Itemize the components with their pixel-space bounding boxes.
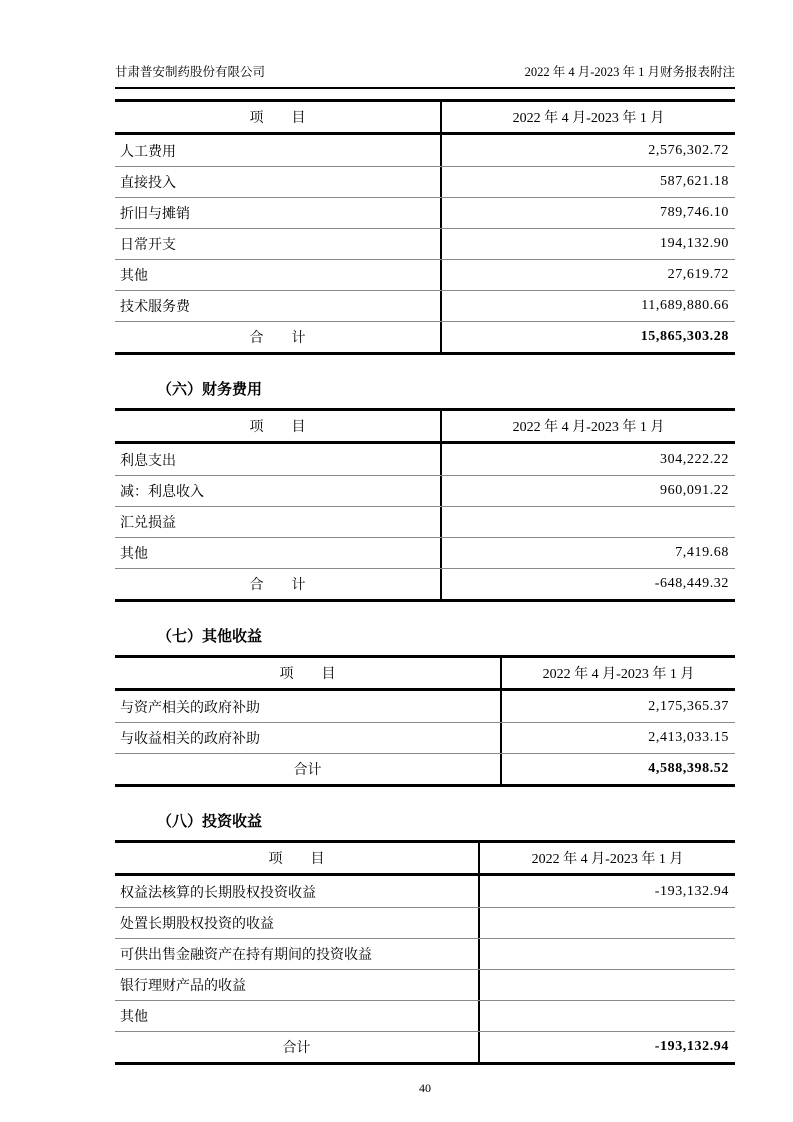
column-header-item: 项 目 [249, 420, 306, 435]
total-label: 合 计 [249, 578, 306, 593]
row-label: 技术服务费 [120, 300, 190, 315]
row-value [478, 908, 735, 938]
company-name: 甘肃普安制药股份有限公司 [115, 65, 266, 79]
row-value: 2,576,302.72 [440, 135, 735, 166]
document-title: 2022 年 4 月-2023 年 1 月财务报表附注 [524, 65, 735, 79]
table-investment-income [115, 840, 735, 1065]
page-content [115, 0, 735, 1096]
table-row [115, 259, 735, 290]
column-header-period: 2022 年 4 月-2023 年 1 月 [478, 843, 735, 873]
total-value: 15,865,303.28 [440, 322, 735, 352]
section-heading-investment-income: （八）投资收益 [157, 814, 263, 830]
row-value [478, 939, 735, 969]
row-label: 人工费用 [120, 144, 176, 160]
table-header-row [115, 658, 735, 691]
table-body [115, 444, 735, 599]
table-row [115, 537, 735, 568]
row-label: 其他 [120, 547, 148, 562]
table-row [115, 166, 735, 197]
row-label: 直接投入 [120, 176, 176, 191]
total-label: 合计 [293, 763, 322, 778]
table-financial-expenses [115, 408, 735, 602]
table-body [115, 135, 735, 352]
column-header-item: 项 目 [268, 852, 325, 867]
row-value: 2,413,033.15 [500, 723, 735, 753]
row-value [478, 1001, 735, 1031]
row-value: 789,746.10 [440, 198, 735, 228]
row-label: 减：利息收入 [120, 485, 204, 500]
row-value: 194,132.90 [440, 229, 735, 259]
page-header [115, 62, 735, 89]
column-header-item: 项 目 [249, 111, 306, 126]
row-label: 权益法核算的长期股权投资收益 [120, 885, 316, 901]
row-label: 可供出售金融资产在持有期间的投资收益 [120, 948, 372, 963]
table-row [115, 938, 735, 969]
table-header-row [115, 102, 735, 135]
total-value: 4,588,398.52 [500, 754, 735, 784]
total-value: -193,132.94 [478, 1032, 735, 1062]
row-label: 与收益相关的政府补助 [120, 732, 260, 747]
table-row [115, 506, 735, 537]
section-heading-other-income: （七）其他收益 [157, 629, 263, 645]
column-header-period: 2022 年 4 月-2023 年 1 月 [440, 411, 735, 441]
row-value: 960,091.22 [440, 476, 735, 506]
table-total-row [115, 568, 735, 599]
table-row [115, 722, 735, 753]
table-row [115, 907, 735, 938]
row-value: 2,175,365.37 [500, 691, 735, 722]
total-label: 合 计 [249, 331, 306, 346]
row-value: 27,619.72 [440, 260, 735, 290]
table-row [115, 876, 735, 907]
row-label: 其他 [120, 1010, 148, 1025]
table-header-row [115, 843, 735, 876]
row-value: -193,132.94 [478, 876, 735, 907]
table-row [115, 969, 735, 1000]
column-header-period: 2022 年 4 月-2023 年 1 月 [440, 102, 735, 132]
row-value: 7,419.68 [440, 538, 735, 568]
table-row [115, 444, 735, 475]
table-row [115, 290, 735, 321]
column-header-period: 2022 年 4 月-2023 年 1 月 [500, 658, 735, 688]
table-row [115, 228, 735, 259]
total-label: 合计 [282, 1041, 311, 1056]
row-label: 银行理财产品的收益 [120, 979, 246, 994]
table-row [115, 475, 735, 506]
row-value: 587,621.18 [440, 167, 735, 197]
row-label: 其他 [120, 269, 148, 284]
row-label: 日常开支 [120, 238, 176, 253]
table-other-income [115, 655, 735, 787]
section-heading-financial-expenses: （六）财务费用 [157, 382, 263, 398]
row-value: 11,689,880.66 [440, 291, 735, 321]
table-total-row [115, 1031, 735, 1062]
row-value [478, 970, 735, 1000]
page-number: 40 [419, 1081, 431, 1095]
table-row [115, 1000, 735, 1031]
row-label: 与资产相关的政府补助 [120, 700, 260, 716]
table-row [115, 197, 735, 228]
table-total-row [115, 753, 735, 784]
column-header-item: 项 目 [279, 667, 336, 682]
row-label: 汇兑损益 [120, 516, 176, 531]
table-total-row [115, 321, 735, 352]
table-body [115, 876, 735, 1062]
total-value: -648,449.32 [440, 569, 735, 599]
row-value [440, 507, 735, 537]
table-row [115, 135, 735, 166]
row-label: 折旧与摊销 [120, 207, 190, 222]
table-header-row [115, 411, 735, 444]
table-body [115, 691, 735, 784]
table-rd-expenses [115, 99, 735, 355]
table-row [115, 691, 735, 722]
row-value: 304,222.22 [440, 444, 735, 475]
row-label: 处置长期股权投资的收益 [120, 917, 274, 932]
row-label: 利息支出 [120, 453, 176, 469]
